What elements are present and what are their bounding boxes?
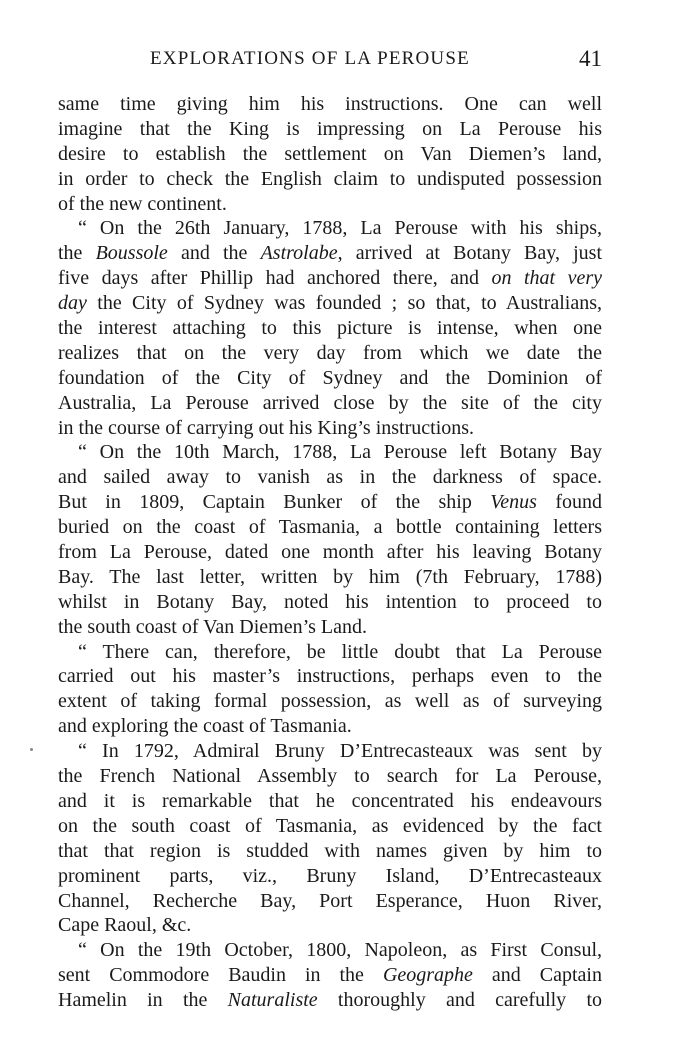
text-line — [58, 241, 602, 266]
body-text — [58, 92, 602, 1013]
ship-name: Geographe — [382, 964, 473, 987]
paragraph-first-line: “ On the 10th March, 1788, La Perouse left Botany Bay — [78, 441, 602, 464]
text-line: Channel, Recherche Bay, Port Esperance, Huon River, — [58, 889, 602, 912]
ship-name: Venus — [490, 491, 537, 514]
text-run: the City of Sydney was founded ; so that, to Australians, — [86, 292, 602, 315]
paragraph-first-line: “ In 1792, Admiral Bruny D’Entrecasteaux was sent by — [78, 740, 602, 763]
text-line: and sailed away to vanish as in the darkness of space. — [58, 466, 602, 489]
text-line: prominent parts, viz., Bruny Island, D’Entrecasteaux — [58, 864, 602, 887]
text-line: Australia, La Perouse arrived close by the site of the city — [58, 391, 602, 414]
text-line — [58, 988, 602, 1013]
ship-name: Astrolabe — [260, 242, 338, 265]
emphasis: day — [58, 292, 87, 315]
text-line — [58, 291, 602, 316]
text-run: and the — [167, 242, 261, 265]
text-run: found — [536, 491, 602, 514]
text-line: Cape Raoul, &c. — [58, 914, 192, 937]
text-run: Hamelin in the — [58, 989, 228, 1012]
text-line — [58, 963, 602, 988]
text-line: on the south coast of Tasmania, as evidenced by the fact — [58, 814, 602, 837]
text-run: But in 1809, Captain Bunker of the ship — [58, 491, 491, 514]
page-number: 41 — [579, 46, 602, 71]
margin-speck — [30, 748, 33, 751]
paragraph-first-line: “ On the 19th October, 1800, Napoleon, as First Consul, — [78, 939, 602, 962]
text-line: whilst in Botany Bay, noted his intention to proceed to — [58, 590, 602, 613]
ship-name: Boussole — [95, 242, 168, 265]
text-line: desire to establish the settlement on Van Diemen’s land, — [58, 142, 602, 165]
text-run: five days after Phillip had anchored there, and — [58, 267, 492, 290]
text-line — [58, 490, 602, 515]
text-line: realizes that on the very day from which we date the — [58, 341, 602, 364]
text-line: extent of taking formal possession, as well as of surveying — [58, 690, 602, 713]
text-run: thoroughly and carefully to — [317, 989, 602, 1012]
text-line — [58, 266, 602, 291]
emphasis: on that very — [491, 267, 603, 290]
ship-name: Naturaliste — [227, 989, 318, 1012]
text-line: in order to check the English claim to undisputed possession — [58, 167, 602, 190]
text-line: in the course of carrying out his King’s instructions. — [58, 416, 475, 439]
text-line: the interest attaching to this picture is intense, when one — [58, 317, 602, 340]
paragraph-first-line: “ On the 26th January, 1788, La Perouse with his ships, — [78, 217, 602, 240]
running-title: EXPLORATIONS OF LA PEROUSE — [150, 48, 470, 69]
text-run: sent Commodore Baudin in the — [58, 964, 383, 987]
text-line: imagine that the King is impressing on La Perouse his — [58, 117, 602, 140]
text-line: and exploring the coast of Tasmania. — [58, 715, 352, 738]
text-line: and it is remarkable that he concentrated his endeavours — [58, 789, 602, 812]
text-line: that that region is studded with names given by him to — [58, 839, 602, 862]
text-run: , arrived at Botany Bay, just — [337, 242, 603, 265]
text-run: the — [58, 242, 96, 265]
text-line: carried out his master’s instructions, perhaps even to the — [58, 665, 602, 688]
paragraph-first-line: “ There can, therefore, be little doubt that La Perouse — [78, 640, 602, 663]
text-line: of the new continent. — [58, 192, 227, 215]
text-run: and Captain — [472, 964, 602, 987]
text-line: the south coast of Van Diemen’s Land. — [58, 615, 368, 638]
text-line: the French National Assembly to search for La Perouse, — [58, 765, 602, 788]
running-head — [58, 48, 602, 74]
text-line: from La Perouse, dated one month after his leaving Botany — [58, 541, 602, 564]
text-line: Bay. The last letter, written by him (7th February, 1788) — [58, 565, 602, 588]
text-line: buried on the coast of Tasmania, a bottle containing letters — [58, 516, 602, 539]
text-line: same time giving him his instructions. One can well — [58, 93, 602, 115]
text-line: foundation of the City of Sydney and the Dominion of — [58, 366, 602, 389]
